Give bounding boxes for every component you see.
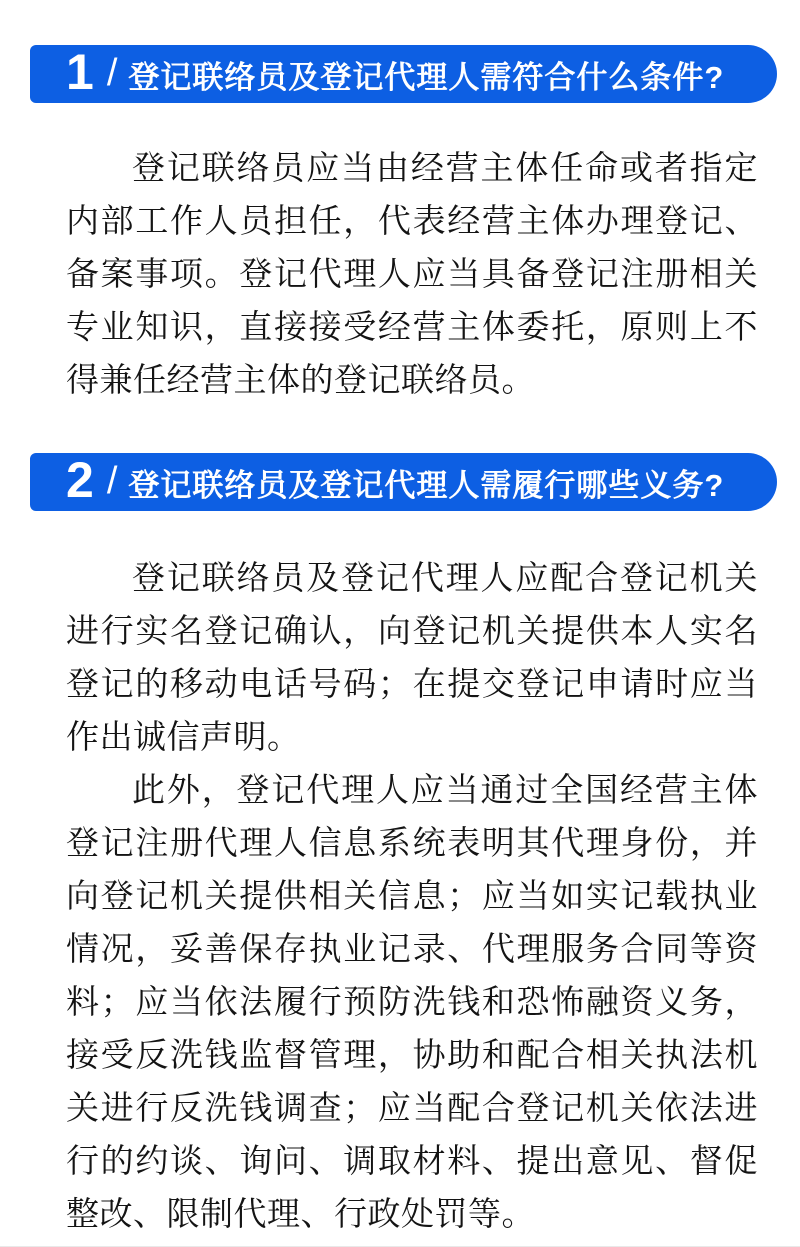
section-2-paragraph-2: 此外，登记代理人应当通过全国经营主体登记注册代理人信息系统表明其代理身份，并向登记机关提供相关信息；应当如实记载执业情况，妥善保存执业记录、代理服务合同等资料；应当依法履行预防洗钱和恐怖融资义务，接受反洗钱监督管理，协助和配合相关执法机关进行反洗钱调查；应当配合登记机关依法进行的约谈、询问、调取材料、提出意见、督促整改、限制代理、行政处罚等。: [66, 770, 758, 1233]
section-1-slash-separator: /: [106, 52, 118, 94]
section-1-header-banner: [30, 45, 777, 103]
section-2-paragraph-1: 登记联络员及登记代理人应配合登记机关进行实名登记确认，向登记机关提供本人实名登记的移动电话号码；在提交登记申请时应当作出诚信声明。: [66, 558, 758, 756]
section-1-body: [66, 141, 758, 406]
section-1-number: 1: [66, 44, 94, 100]
section-2-body: [66, 551, 758, 1240]
section-1-paragraph-1: 登记联络员应当由经营主体任命或者指定内部工作人员担任，代表经营主体办理登记、备案事项。登记代理人应当具备登记注册相关专业知识，直接接受经营主体委托，原则上不得兼任经营主体的登记联络员。: [66, 148, 758, 399]
section-2-question-title: 登记联络员及登记代理人需履行哪些义务?: [128, 467, 725, 503]
section-2-number: 2: [66, 452, 94, 508]
section-2-slash-separator: /: [106, 460, 118, 502]
section-2-header-banner: [30, 453, 777, 511]
section-1-question-title: 登记联络员及登记代理人需符合什么条件?: [128, 59, 725, 95]
